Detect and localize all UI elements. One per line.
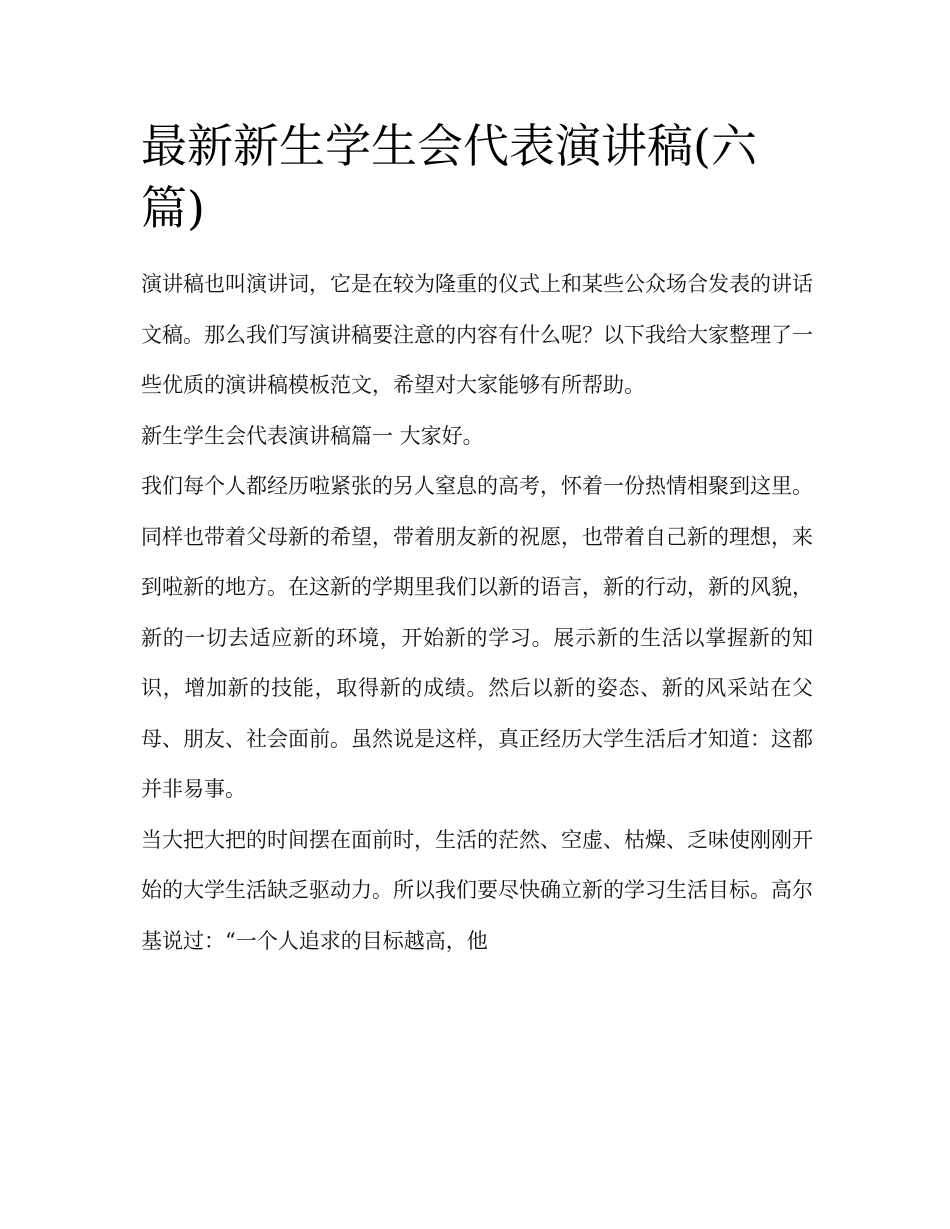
body-paragraph: 我们每个人都经历啦紧张的另人窒息的高考，怀着一份热情相聚到这里。同样也带着父母新的希望，带着朋友新的祝愿，也带着自己新的理想，来到啦新的地方。在这新的学期里我们以新的语言，新的行动，新的风貌，新的一切去适应新的环境，开始新的学习。展示新的生活以掌握新的知识，增加新的技能，取得新的成绩。然后以新的姿态、新的风采站在父母、朋友、社会面前。虽然说是这样，真正经历大学生活后才知道：这都并非易事。 [141,474,813,801]
document-content [141,115,813,966]
document-body [141,259,813,966]
intro-paragraph: 演讲稿也叫演讲词，它是在较为隆重的仪式上和某些公众场合发表的讲话文稿。那么我们写演讲稿要注意的内容有什么呢？以下我给大家整理了一些优质的演讲稿模板范文，希望对大家能够有所帮助。 [141,272,813,397]
body-paragraph: 当大把大把的时间摆在面前时，生活的茫然、空虚、枯燥、乏味使刚刚开始的大学生活缺乏驱动力。所以我们要尽快确立新的学习生活目标。高尔基说过：“一个人追求的目标越高，他 [141,827,813,953]
document-title: 最新新生学生会代表演讲稿(六篇) [141,119,757,235]
section-heading-paragraph: 新生学生会代表演讲稿篇一 大家好。 [141,423,484,448]
